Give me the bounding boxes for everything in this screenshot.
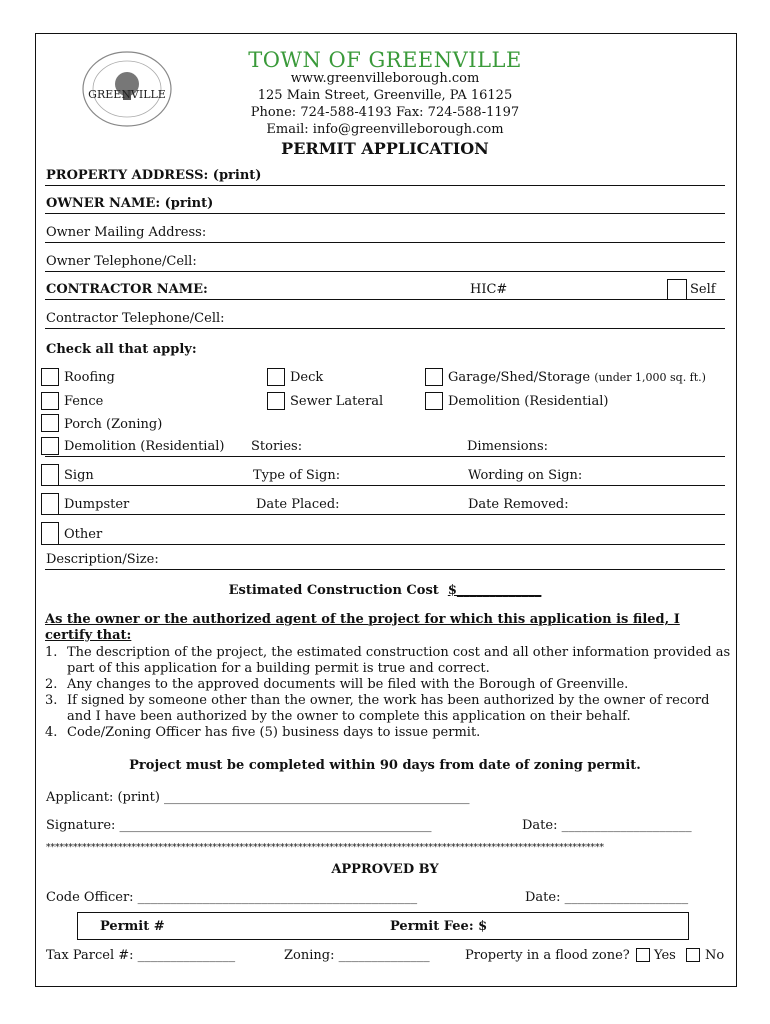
garage-label: Garage/Shed/Storage (under 1,000 sq. ft.)	[448, 370, 706, 385]
porch-label: Porch (Zoning)	[64, 417, 163, 432]
other-row	[45, 522, 725, 545]
dumpster-checkbox[interactable]	[41, 493, 59, 515]
logo-lettering: GREENVILLE	[88, 88, 166, 101]
owner-mailing-row[interactable]	[45, 223, 725, 243]
owner-phone-row[interactable]	[45, 252, 725, 272]
deck-label: Deck	[290, 370, 324, 385]
contractor-name-row[interactable]	[45, 280, 725, 300]
permit-number-label: Permit #	[100, 919, 165, 934]
signature-field[interactable]: Signature: ________________________________________________	[46, 818, 432, 833]
demolition-right-label: Demolition (Residential)	[448, 394, 609, 409]
type-of-sign-label: Type of Sign:	[253, 468, 341, 483]
certify-heading: As the owner or the authorized agent of the project for which this application is filed, I certify that:	[45, 612, 680, 643]
contractor-phone-label: Contractor Telephone/Cell:	[46, 311, 225, 326]
list-item: 2. Any changes to the approved documents will be filed with the Borough of Greenville.	[45, 677, 629, 692]
deck-checkbox[interactable]	[267, 368, 285, 386]
flood-yes-label: Yes	[654, 948, 676, 963]
tax-parcel-field[interactable]: Tax Parcel #: _______________	[46, 948, 236, 963]
estimated-cost: Estimated Construction Cost $_____________	[228, 583, 542, 598]
certify-list	[45, 645, 735, 741]
contractor-phone-row[interactable]	[45, 309, 725, 329]
other-label: Other	[64, 527, 103, 542]
self-checkbox[interactable]	[667, 279, 687, 300]
property-address-label: PROPERTY ADDRESS: (print)	[46, 168, 262, 183]
website: www.greenvilleborough.com	[290, 71, 480, 86]
other-checkbox[interactable]	[41, 522, 59, 545]
divider: ****************************************************************************************************************************	[46, 843, 604, 853]
owner-mailing-label: Owner Mailing Address:	[46, 225, 207, 240]
description-label: Description/Size:	[46, 552, 159, 567]
approved-by-heading: APPROVED BY	[331, 862, 439, 877]
demolition-checkbox[interactable]	[41, 437, 59, 455]
demolition-row	[45, 437, 725, 457]
property-address-row[interactable]	[45, 166, 725, 186]
date-placed-label: Date Placed:	[256, 497, 340, 512]
dimensions-label: Dimensions:	[467, 439, 549, 454]
phone-fax: Phone: 724-588-4193 Fax: 724-588-1197	[250, 105, 520, 120]
owner-phone-label: Owner Telephone/Cell:	[46, 254, 197, 269]
approval-date-field[interactable]: Date: ___________________	[525, 890, 689, 905]
sign-label: Sign	[64, 468, 94, 483]
permit-fee-label: Permit Fee: $	[390, 919, 488, 934]
contractor-name-label: CONTRACTOR NAME:	[46, 282, 208, 297]
garage-checkbox[interactable]	[425, 368, 443, 386]
roofing-checkbox[interactable]	[41, 368, 59, 386]
applicant-field[interactable]: Applicant: (print) _______________________________________________	[46, 790, 470, 805]
porch-checkbox[interactable]	[41, 414, 59, 432]
flood-no-checkbox[interactable]	[686, 948, 700, 962]
sign-checkbox[interactable]	[41, 464, 59, 486]
flood-yes-checkbox[interactable]	[636, 948, 650, 962]
wording-label: Wording on Sign:	[468, 468, 583, 483]
check-heading: Check all that apply:	[46, 342, 197, 357]
flood-no-label: No	[705, 948, 725, 963]
zoning-field[interactable]: Zoning: ______________	[284, 948, 430, 963]
stories-label: Stories:	[251, 439, 303, 454]
roofing-label: Roofing	[64, 370, 115, 385]
sign-row	[45, 464, 725, 486]
sewer-label: Sewer Lateral	[290, 394, 384, 409]
fence-label: Fence	[64, 394, 104, 409]
list-item: 4. Code/Zoning Officer has five (5) business days to issue permit.	[45, 725, 481, 740]
email: Email: info@greenvilleborough.com	[266, 122, 504, 137]
fence-checkbox[interactable]	[41, 392, 59, 410]
date-removed-label: Date Removed:	[468, 497, 569, 512]
permit-box	[77, 912, 689, 940]
list-item: 3. If signed by someone other than the owner, the work has been authorized by the owner of record and I have been authorized by the owner to complete this application on their behalf.	[45, 693, 710, 724]
demolition-right-checkbox[interactable]	[425, 392, 443, 410]
sewer-checkbox[interactable]	[267, 392, 285, 410]
code-officer-field[interactable]: Code Officer: ___________________________________________	[46, 890, 418, 905]
flood-zone-label: Property in a flood zone?	[465, 948, 630, 963]
date-field[interactable]: Date: ____________________	[522, 818, 692, 833]
hic-label: HIC#	[470, 282, 508, 297]
town-name: TOWN OF GREENVILLE	[248, 48, 522, 72]
completion-notice: Project must be completed within 90 days from date of zoning permit.	[129, 758, 641, 773]
dumpster-row	[45, 493, 725, 515]
list-item: 1. The description of the project, the estimated construction cost and all other information provided as part of this application for a building permit is true and correct.	[45, 645, 731, 676]
dumpster-label: Dumpster	[64, 497, 130, 512]
owner-name-label: OWNER NAME: (print)	[46, 196, 214, 211]
demolition-label: Demolition (Residential)	[64, 439, 225, 454]
page-title: PERMIT APPLICATION	[281, 139, 489, 158]
address: 125 Main Street, Greenville, PA 16125	[257, 88, 513, 103]
self-label: Self	[690, 282, 716, 297]
description-row[interactable]	[45, 550, 725, 570]
owner-name-row[interactable]	[45, 194, 725, 214]
